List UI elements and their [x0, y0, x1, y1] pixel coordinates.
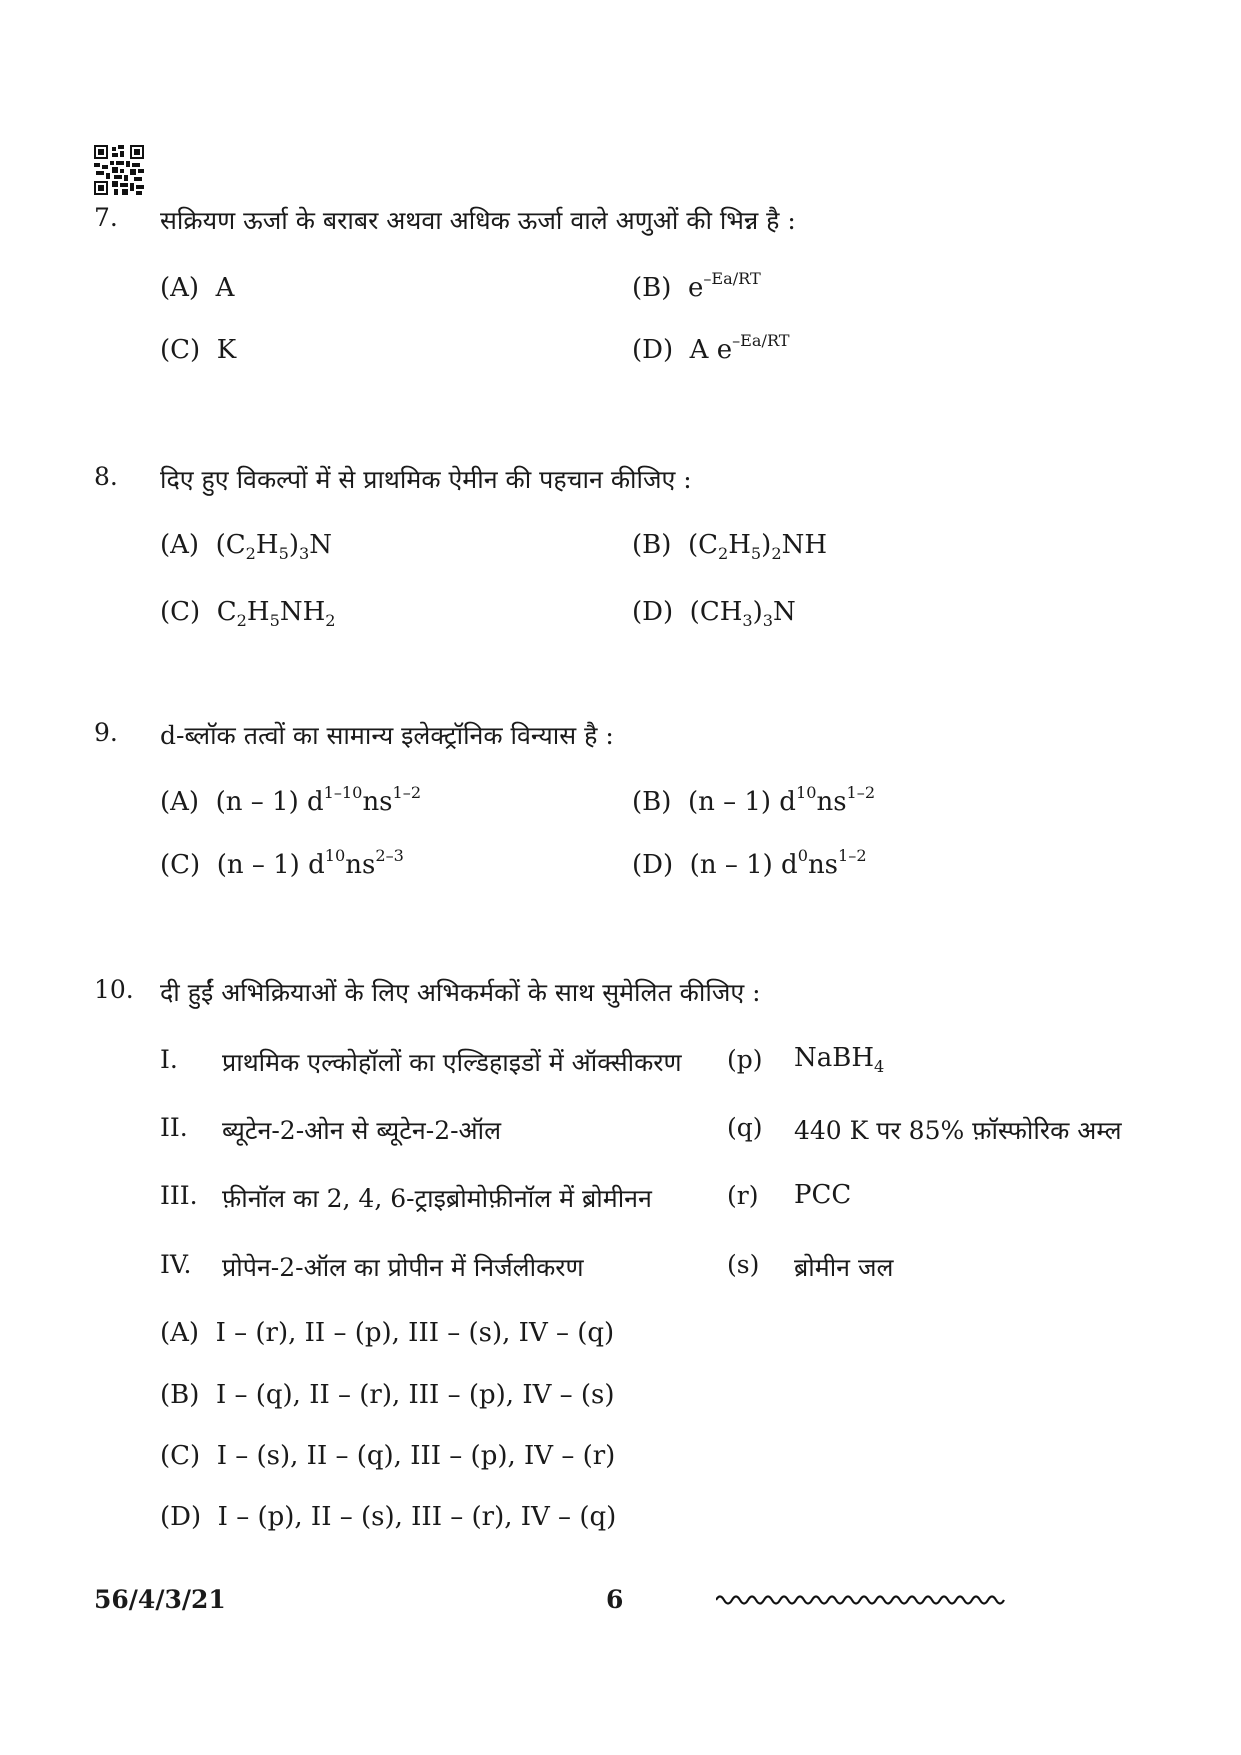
q7-option-d[interactable]	[632, 330, 790, 365]
q8-number: 8.	[94, 462, 118, 491]
formula-subscript: 3	[742, 611, 753, 631]
match-right-label: (s)	[727, 1250, 760, 1279]
qr-code-icon	[94, 145, 144, 195]
q10-option-a[interactable]	[160, 1318, 614, 1348]
q8-option-a[interactable]	[160, 530, 332, 564]
q9-option-c[interactable]	[160, 845, 404, 880]
formula-part: (n – 1) d	[689, 850, 798, 880]
formula-subscript: 3	[762, 611, 774, 631]
formula-part: )	[761, 530, 772, 560]
q7-text: सक्रियण ऊर्जा के बराबर अथवा अधिक ऊर्जा वाले अणुओं की भिन्न है :	[160, 206, 796, 235]
option-label: (B)	[632, 787, 672, 817]
formula-superscript: 10	[795, 782, 817, 802]
formula-part: C	[216, 597, 237, 627]
match-right-text: 440 K पर 85% फ़ॉस्फोरिक अम्ल	[794, 1116, 1122, 1145]
formula-part: (C	[687, 530, 718, 560]
formula-part: (n – 1) d	[687, 787, 796, 817]
formula-subscript: 2	[771, 544, 782, 564]
q10-option-d[interactable]	[160, 1502, 616, 1532]
q8-option-c[interactable]	[160, 597, 336, 631]
option-label: (B)	[632, 273, 672, 303]
option-label: (A)	[160, 530, 200, 560]
q10-option-b[interactable]	[160, 1380, 615, 1410]
option-text: e	[687, 273, 704, 303]
match-left-text: ब्यूटेन-2-ओन से ब्यूटेन-2-ऑल	[222, 1116, 502, 1145]
option-label: (D)	[160, 1502, 202, 1532]
option-text: I – (r), II – (p), III – (s), IV – (q)	[215, 1318, 615, 1348]
option-superscript: –Ea/RT	[703, 268, 761, 288]
q8-option-b[interactable]	[632, 530, 828, 564]
formula-part: NH	[279, 597, 326, 627]
formula-part: (CH	[689, 597, 743, 627]
match-right-label: (p)	[727, 1045, 763, 1074]
formula-part: ns	[807, 850, 839, 880]
formula-subscript: 2	[717, 544, 729, 564]
q9-option-a[interactable]	[160, 782, 422, 817]
q9-text: d-ब्लॉक तत्वों का सामान्य इलेक्ट्रॉनिक विन्यास है :	[160, 721, 614, 750]
formula-subscript: 3	[299, 544, 310, 564]
match-left-label: I.	[160, 1045, 178, 1074]
formula-superscript: 1–2	[838, 845, 867, 865]
formula-part: H	[246, 597, 270, 627]
option-label: (C)	[160, 1441, 201, 1471]
option-label: (C)	[160, 850, 201, 880]
q9-option-b[interactable]	[632, 782, 876, 817]
formula-superscript: 2–3	[375, 845, 404, 865]
match-right-text: PCC	[794, 1180, 852, 1210]
match-left-label: IV.	[160, 1250, 192, 1279]
formula-part: NaBH	[794, 1043, 875, 1073]
formula-subscript: 2	[245, 544, 256, 564]
formula-part: (n – 1) d	[215, 787, 324, 817]
option-label: (B)	[632, 530, 672, 560]
formula-part: N	[773, 597, 796, 627]
option-text: A	[215, 273, 235, 303]
formula-part: ns	[345, 850, 376, 880]
option-label: (D)	[632, 335, 674, 365]
formula-subscript: 2	[325, 611, 336, 631]
formula-superscript: 1–2	[392, 782, 422, 802]
q8-text: दिए हुए विकल्पों में से प्राथमिक ऐमीन की पहचान कीजिए :	[160, 465, 692, 494]
option-label: (A)	[160, 787, 200, 817]
formula-superscript: 0	[797, 845, 808, 865]
option-text: I – (p), II – (s), III – (r), IV – (q)	[217, 1502, 617, 1532]
q7-option-a[interactable]	[160, 273, 234, 303]
q10-option-c[interactable]	[160, 1441, 615, 1471]
formula-subscript: 5	[278, 544, 289, 564]
option-label: (D)	[632, 597, 674, 627]
option-text: I – (q), II – (r), III – (p), IV – (s)	[215, 1380, 615, 1410]
match-left-text: फ़ीनॉल का 2, 4, 6-ट्राइब्रोमोफ़ीनॉल में ब्रोमीनन	[222, 1184, 652, 1213]
q7-option-c[interactable]	[160, 335, 236, 365]
q7-number: 7.	[94, 203, 118, 232]
formula-part: )	[752, 597, 763, 627]
match-right-text	[794, 1043, 885, 1077]
match-right-label: (r)	[727, 1181, 759, 1210]
option-label: (D)	[632, 850, 674, 880]
formula-part: )	[288, 530, 299, 560]
formula-part: ns	[816, 787, 847, 817]
formula-part: H	[728, 530, 751, 560]
match-right-label: (q)	[727, 1113, 763, 1142]
formula-subscript: 4	[874, 1057, 885, 1077]
page-number: 6	[606, 1585, 624, 1614]
option-superscript: –Ea/RT	[732, 330, 790, 350]
q10-text: दी हुईं अभिक्रियाओं के लिए अभिकर्मकों के साथ सुमेलित कीजिए :	[160, 978, 761, 1007]
option-text: A e	[689, 335, 733, 365]
q7-option-b[interactable]	[632, 268, 761, 303]
formula-superscript: 1–10	[323, 782, 363, 802]
formula-superscript: 10	[324, 845, 346, 865]
option-label: (A)	[160, 1318, 200, 1348]
formula-subscript: 2	[236, 611, 247, 631]
formula-subscript: 5	[750, 544, 762, 564]
match-left-text: प्रोपेन-2-ऑल का प्रोपीन में निर्जलीकरण	[222, 1253, 584, 1282]
formula-superscript: 1–2	[846, 782, 876, 802]
formula-part: H	[255, 530, 279, 560]
match-left-label: III.	[160, 1181, 198, 1210]
q8-option-d[interactable]	[632, 597, 796, 631]
match-left-label: II.	[160, 1113, 188, 1142]
paper-code: 56/4/3/21	[94, 1585, 226, 1614]
formula-part: (C	[215, 530, 246, 560]
q9-number: 9.	[94, 718, 118, 747]
q10-number: 10.	[94, 975, 134, 1004]
option-label: (C)	[160, 597, 201, 627]
formula-part: N	[309, 530, 332, 560]
formula-part: (n – 1) d	[216, 850, 325, 880]
option-label: (C)	[160, 335, 201, 365]
wavy-line-icon	[716, 1593, 1006, 1607]
option-text: K	[216, 335, 237, 365]
formula-subscript: 5	[269, 611, 280, 631]
option-label: (A)	[160, 273, 200, 303]
option-text: I – (s), II – (q), III – (p), IV – (r)	[216, 1441, 616, 1471]
match-left-text: प्राथमिक एल्कोहॉलों का एल्डिहाइडों में ऑक्सीकरण	[222, 1048, 682, 1077]
match-right-text: ब्रोमीन जल	[794, 1253, 894, 1282]
q9-option-d[interactable]	[632, 845, 867, 880]
option-label: (B)	[160, 1380, 200, 1410]
formula-part: NH	[781, 530, 828, 560]
formula-part: ns	[362, 787, 393, 817]
